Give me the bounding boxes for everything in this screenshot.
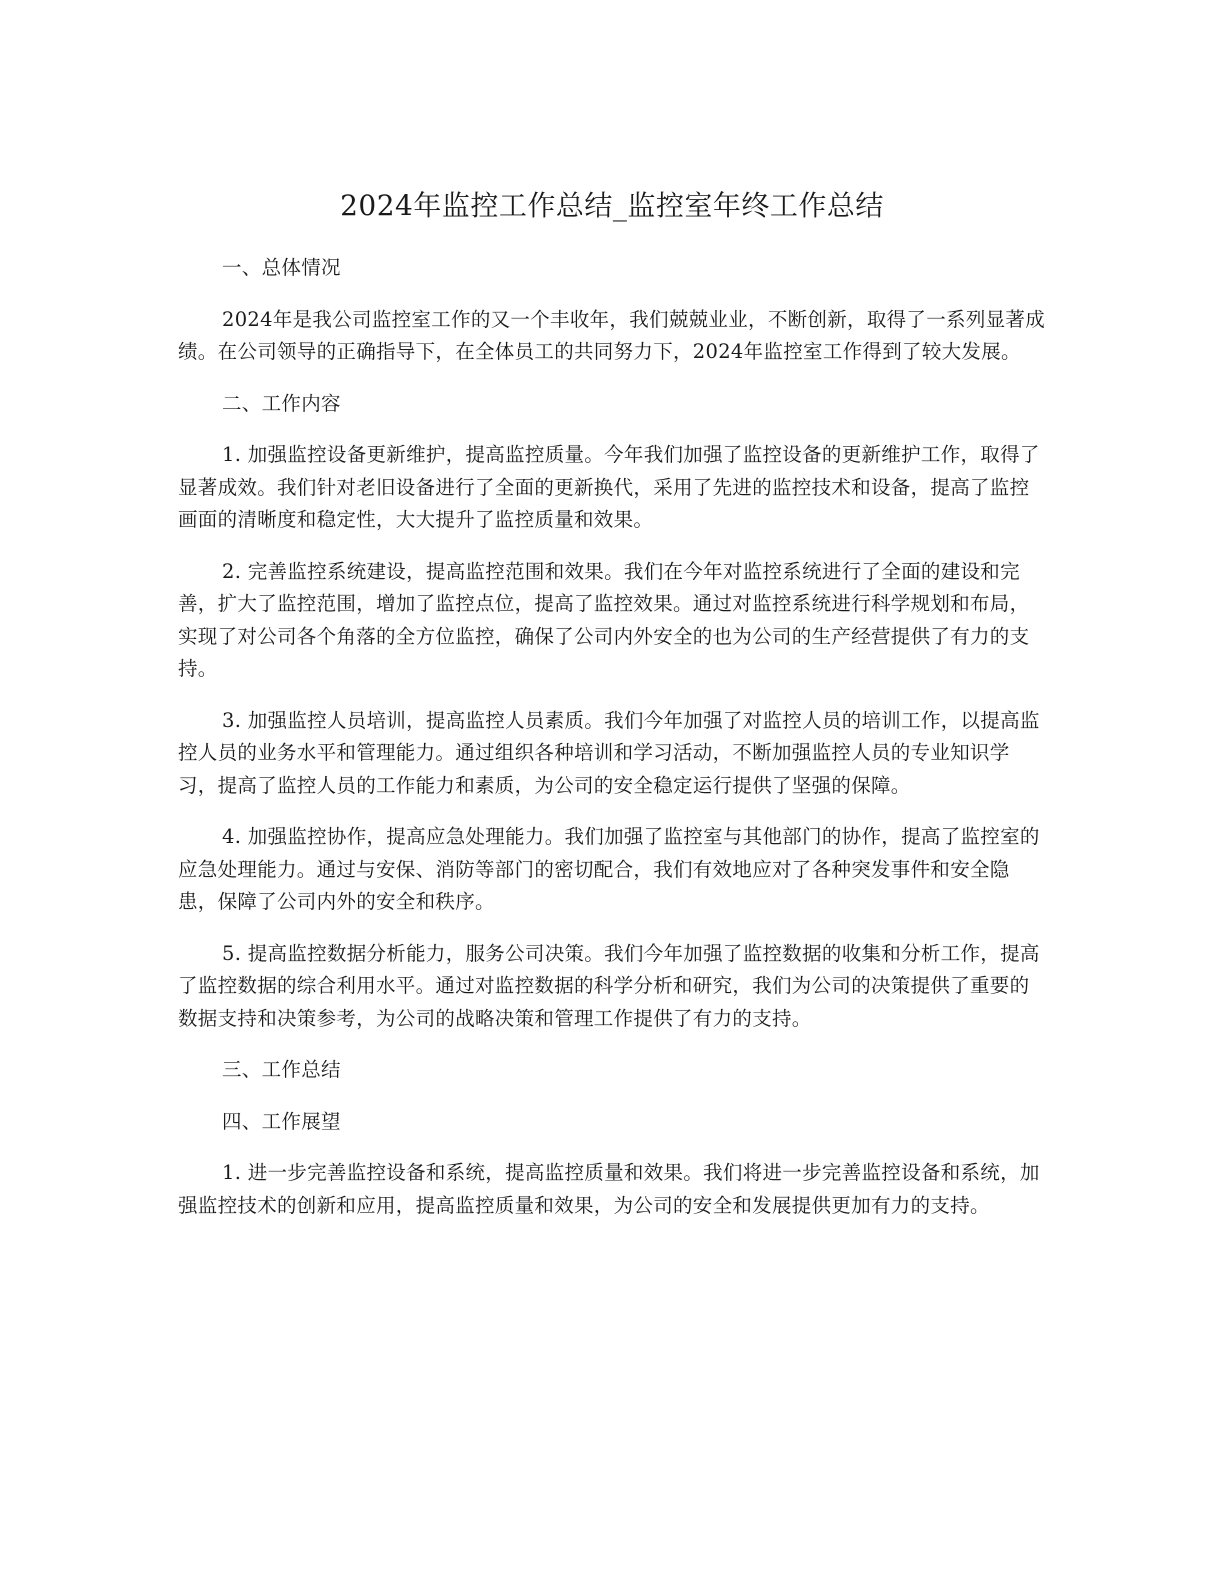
document-body	[178, 252, 1048, 1222]
paragraph-work-item-3: 3. 加强监控人员培训，提高监控人员素质。我们今年加强了对监控人员的培训工作，以提高监控人员的业务水平和管理能力。通过组织各种培训和学习活动，不断加强监控人员的专业知识学习，提高了监控人员的工作能力和素质，为公司的安全稳定运行提供了坚强的保障。	[178, 708, 1040, 797]
paragraph-work-item-5: 5. 提高监控数据分析能力，服务公司决策。我们今年加强了监控数据的收集和分析工作，提高了监控数据的综合利用水平。通过对监控数据的科学分析和研究，我们为公司的决策提供了重要的数据支持和决策参考，为公司的战略决策和管理工作提供了有力的支持。	[178, 941, 1040, 1030]
paragraph-work-item-4: 4. 加强监控协作，提高应急处理能力。我们加强了监控室与其他部门的协作，提高了监控室的应急处理能力。通过与安保、消防等部门的密切配合，我们有效地应对了各种突发事件和安全隐患，保障了公司内外的安全和秩序。	[178, 825, 1040, 913]
paragraph-outlook-item-1: 1. 进一步完善监控设备和系统，提高监控质量和效果。我们将进一步完善监控设备和系统，加强监控技术的创新和应用，提高监控质量和效果，为公司的安全和发展提供更加有力的支持。	[178, 1161, 1040, 1217]
section-heading-summary: 三、工作总结	[222, 1058, 341, 1081]
document-title: 2024年监控工作总结_监控室年终工作总结	[340, 189, 884, 222]
section-heading-work-content: 二、工作内容	[222, 391, 341, 415]
paragraph-work-item-2: 2. 完善监控系统建设，提高监控范围和效果。我们在今年对监控系统进行了全面的建设和完善，扩大了监控范围，增加了监控点位，提高了监控效果。通过对监控系统进行科学规划和布局，实现了对公司各个角落的全方位监控，确保了公司内外安全的也为公司的生产经营提供了有力的支持。	[178, 559, 1030, 680]
section-heading-overview: 一、总体情况	[222, 256, 341, 279]
section-heading-outlook: 四、工作展望	[222, 1109, 341, 1133]
paragraph-overview: 2024年是我公司监控室工作的又一个丰收年，我们兢兢业业，不断创新，取得了一系列显著成绩。在公司领导的正确指导下，在全体员工的共同努力下，2024年监控室工作得到了较大发展。	[178, 307, 1046, 363]
paragraph-work-item-1: 1. 加强监控设备更新维护，提高监控质量。今年我们加强了监控设备的更新维护工作，取得了显著成效。我们针对老旧设备进行了全面的更新换代，采用了先进的监控技术和设备，提高了监控画面的清晰度和稳定性，大大提升了监控质量和效果。	[178, 443, 1040, 531]
